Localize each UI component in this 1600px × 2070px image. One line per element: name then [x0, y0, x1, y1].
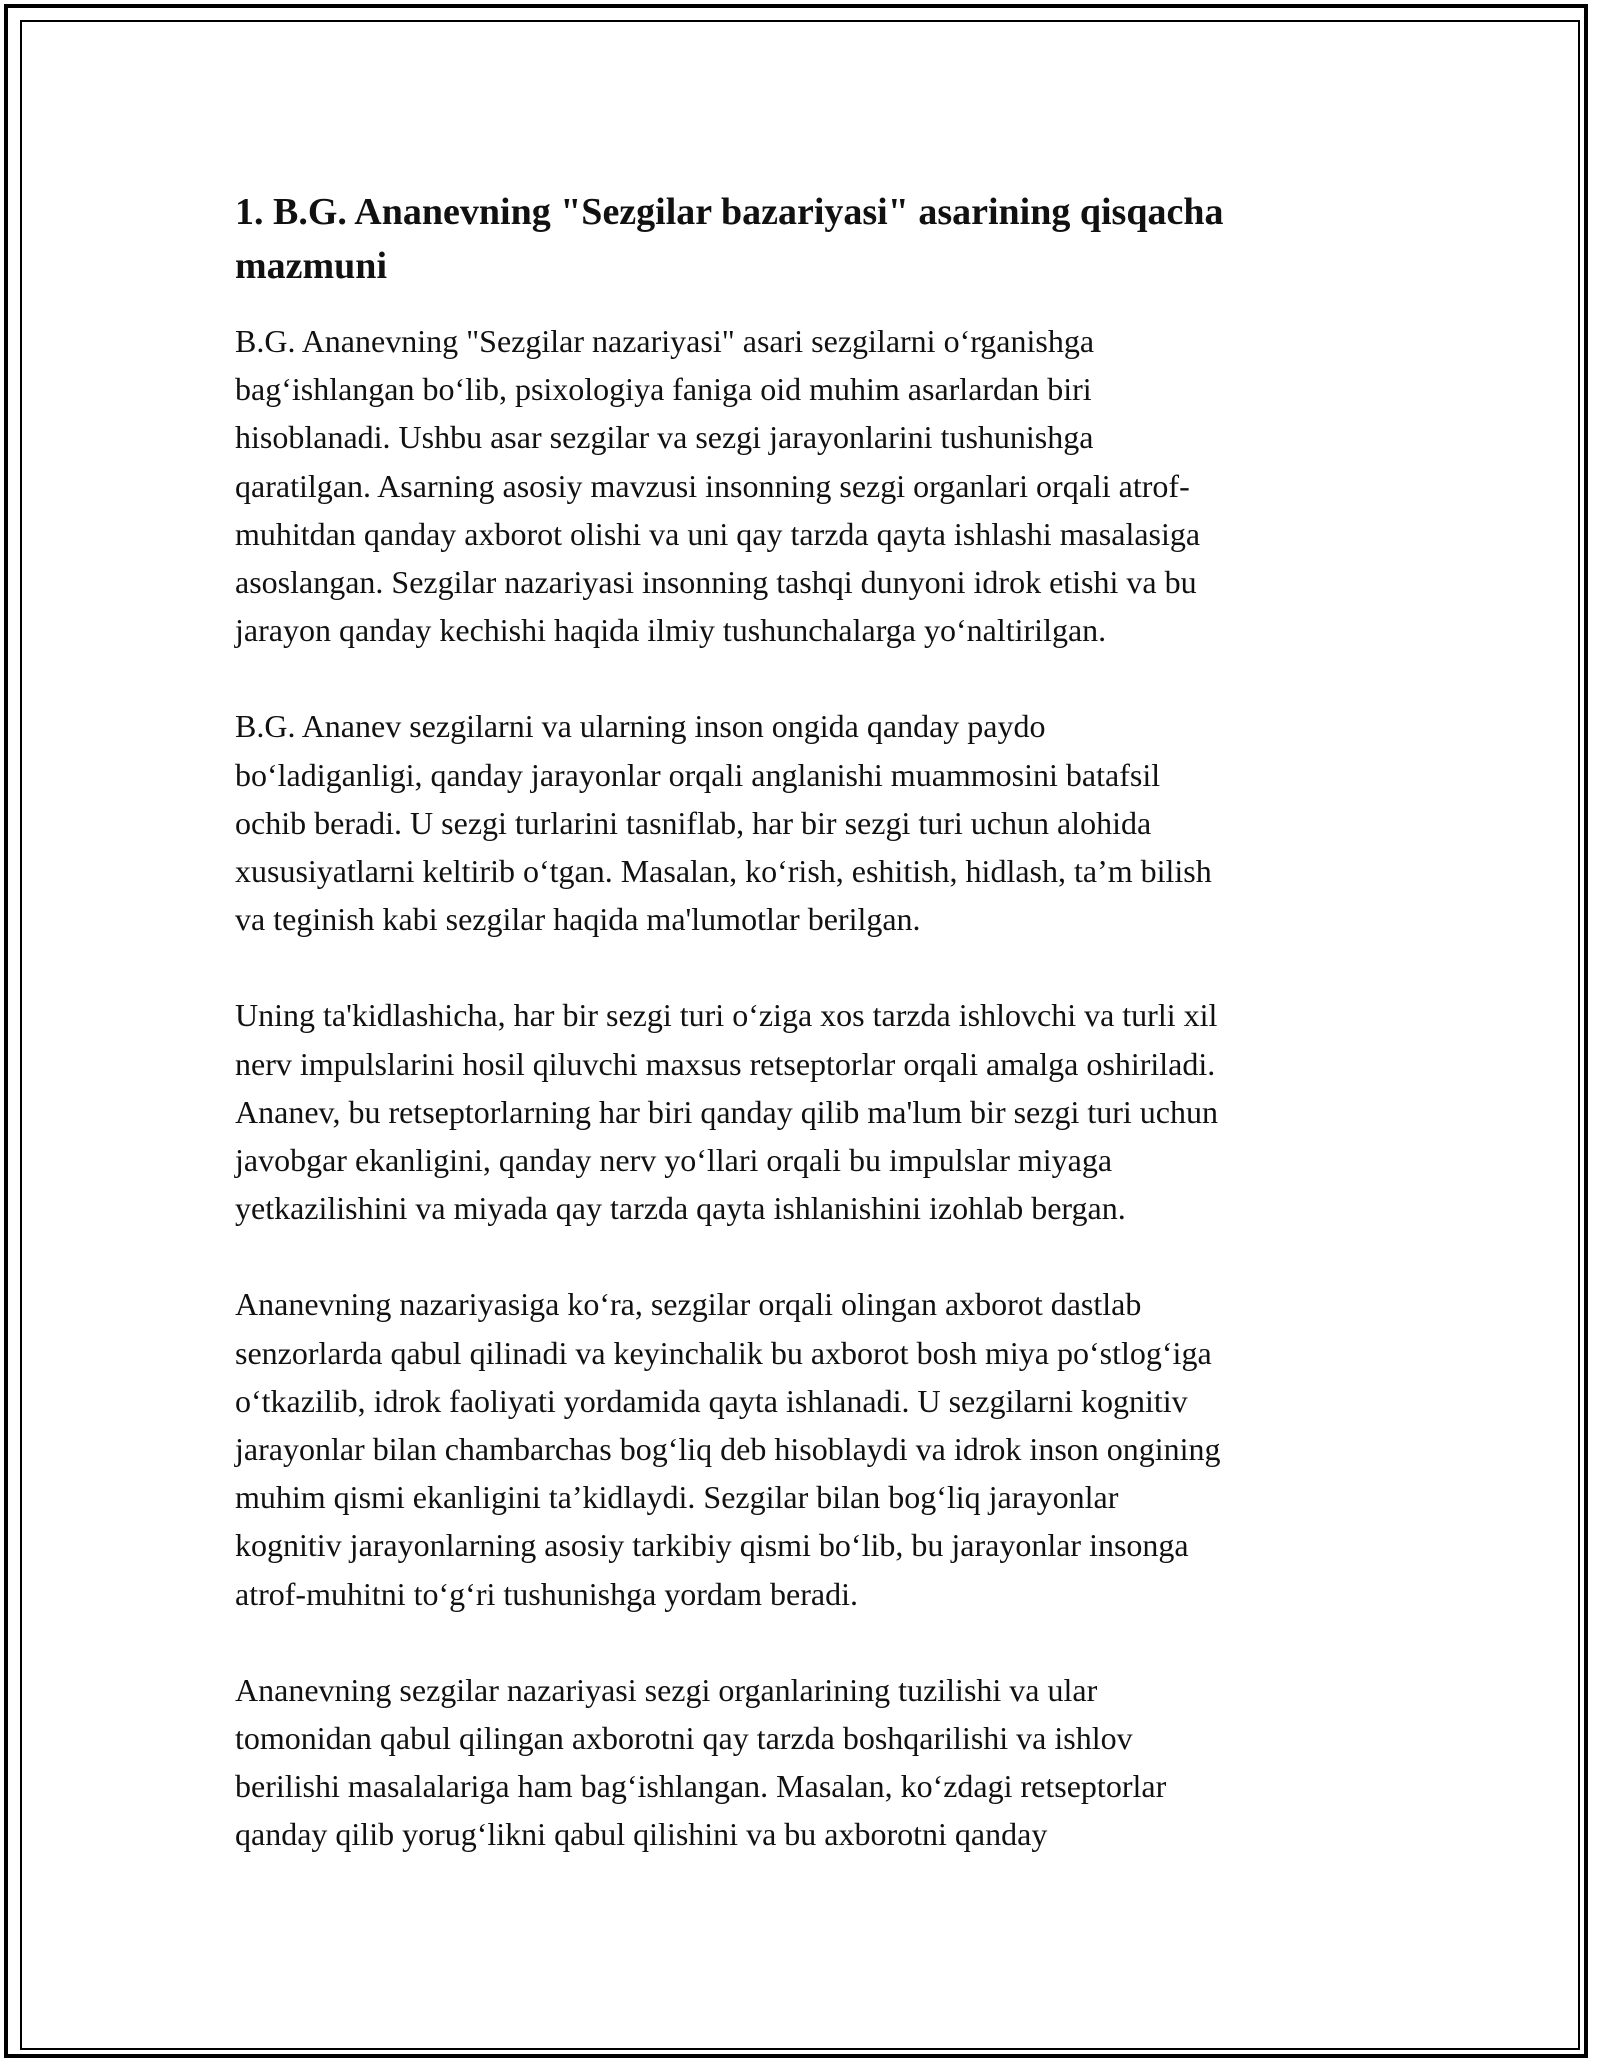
paragraph-5: Ananevning sezgilar nazariyasi sezgi organlarining tuzilishi va ular tomonidan qabul qilingan axborotni qay tarzda boshqarilishi va ishlov berilishi masalalariga ham bag‘ishlangan. Masalan, ko‘zdagi retseptorlar qanday qilib yorug‘likni qabul qilishini va bu axborotni qanday — [235, 1671, 1167, 1853]
section-heading: 1. B.G. Ananevning "Sezgilar bazariyasi" asarining qisqacha mazmuni — [235, 191, 1224, 287]
document-body — [235, 185, 1375, 1907]
paragraph-3: Uning ta'kidlashicha, har bir sezgi turi o‘ziga xos tarzda ishlovchi va turli xil nerv impulslarini hosil qiluvchi maxsus retseptorlar orqali amalga oshiriladi. Ananev, bu retseptorlarning har biri qanday qilib ma'lum bir sezgi turi uchun javobgar ekanligini, qanday nerv yo‘llari orqali bu impulslar miyaga yetkazilishini va miyada qay tarzda qayta ishlanishini izohlab bergan. — [235, 997, 1218, 1227]
paragraph-4: Ananevning nazariyasiga ko‘ra, sezgilar orqali olingan axborot dastlab senzorlarda qabul qilinadi va keyinchalik bu axborot bosh miya po‘stlog‘iga o‘tkazilib, idrok faoliyati yordamida qayta ishlanadi. U sezgilarni kognitiv jarayonlar bilan chambarchas bog‘liq deb hisoblaydi va idrok inson ongining muhim qismi ekanligini ta’kidlaydi. Sezgilar bilan bog‘liq jarayonlar kognitiv jarayonlarning asosiy tarkibiy qismi bo‘lib, bu jarayonlar insonga atrof-muhitni to‘g‘ri tushunishga yordam beradi. — [235, 1286, 1221, 1612]
paragraph-1: B.G. Ananevning "Sezgilar nazariyasi" asari sezgilarni o‘rganishga bag‘ishlangan bo‘lib, psixologiya faniga oid muhim asarlardan biri hisoblanadi. Ushbu asar sezgilar va sezgi jarayonlarini tushunishga qaratilgan. Asarning asosiy mavzusi insonning sezgi organlari orqali atrof- muhitdan qanday axborot olishi va uni qay tarzda qayta ishlashi masalasiga asoslangan. Sezgilar nazariyasi insonning tashqi dunyoni idrok etishi va bu jarayon qanday kechishi haqida ilmiy tushunchalarga yo‘naltirilgan. — [235, 323, 1201, 649]
paragraph-2: B.G. Ananev sezgilarni va ularning inson ongida qanday paydo bo‘ladiganligi, qanday jarayonlar orqali anglanishi muammosini batafsil ochib beradi. U sezgi turlarini tasniflab, har bir sezgi turi uchun alohida xususiyatlarni keltirib o‘tgan. Masalan, ko‘rish, eshitish, hidlash, ta’m bilish va teginish kabi sezgilar haqida ma'lumotlar berilgan. — [235, 708, 1212, 938]
